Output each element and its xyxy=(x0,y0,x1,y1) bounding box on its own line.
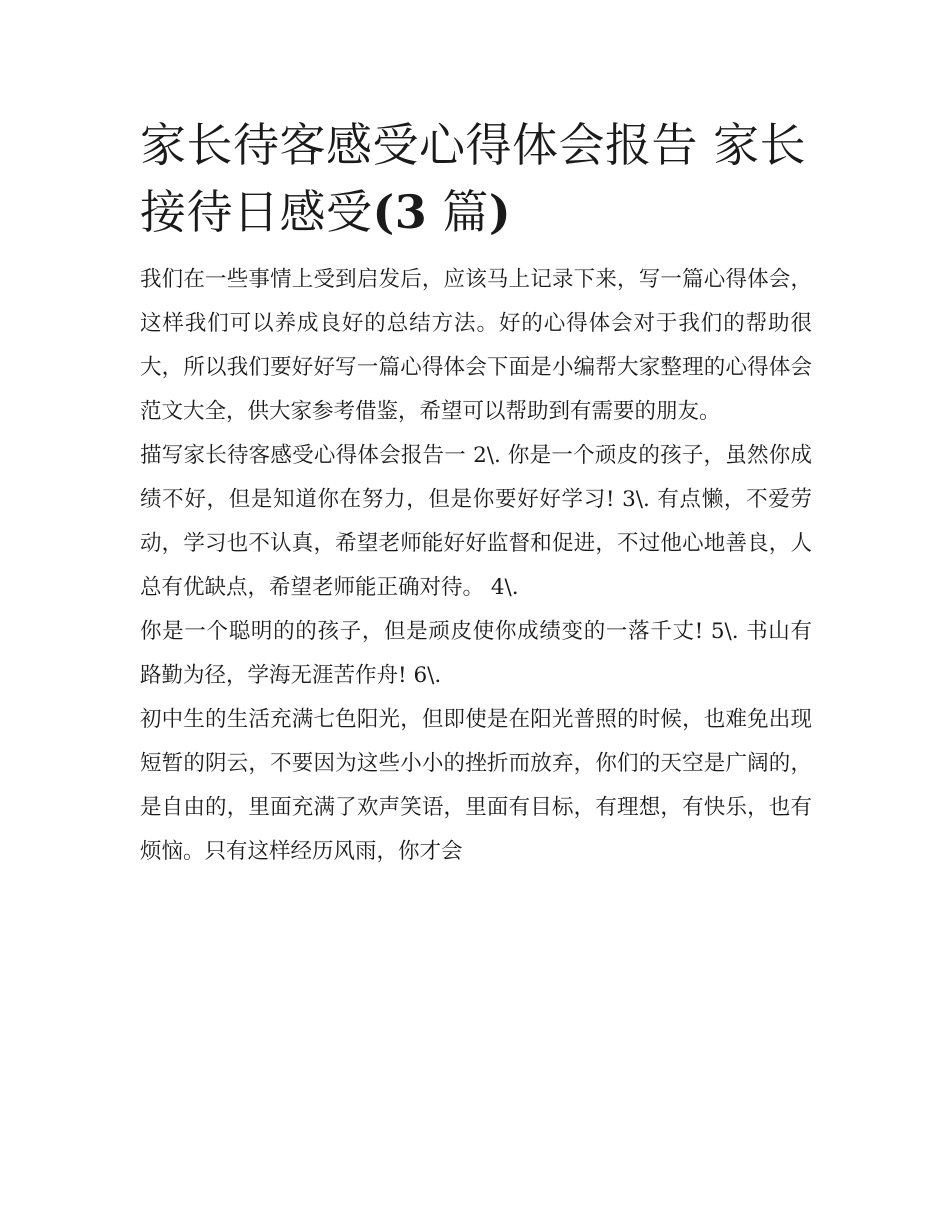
document-page xyxy=(140,112,812,874)
paragraph-comments: 你是一个聪明的的孩子，但是顽皮使你成绩变的一落千丈! 5\. 书山有路勤为径，学海无涯苦作舟! 6\. xyxy=(140,619,812,688)
title-text: 家长待客感受心得体会报告 家长接待日感受 xyxy=(140,118,807,239)
title-close: ) xyxy=(488,185,512,239)
paragraph-life: 初中生的生活充满七色阳光，但即使是在阳光普照的时候，也难免出现短暂的阴云，不要因为这些小小的挫折而放弃，你们的天空是广阔的，是自由的，里面充满了欢声笑语，里面有目标，有理想，有快乐，也有烦恼。只有这样经历风雨，你才会 xyxy=(140,707,812,864)
document-title xyxy=(140,112,812,246)
title-count: (3 xyxy=(372,185,428,239)
title-unit: 篇 xyxy=(442,185,489,239)
paragraph-intro: 我们在一些事情上受到启发后，应该马上记录下来，写一篇心得体会，这样我们可以养成良好的总结方法。好的心得体会对于我们的帮助很大，所以我们要好好写一篇心得体会下面是小编帮大家整理的心得体会范文大全，供大家参考借鉴，希望可以帮助到有需要的朋友。 xyxy=(140,267,812,424)
paragraph-report-one: 描写家长待客感受心得体会报告一 2\. 你是一个顽皮的孩子，虽然你成绩不好，但是知道你在努力，但是你要好好学习! 3\. 有点懒，不爱劳动，学习也不认真，希望老师能好好监督和促进，不过他心地善良，人总有优缺点，希望老师能正确对待。 4\. xyxy=(140,443,812,600)
